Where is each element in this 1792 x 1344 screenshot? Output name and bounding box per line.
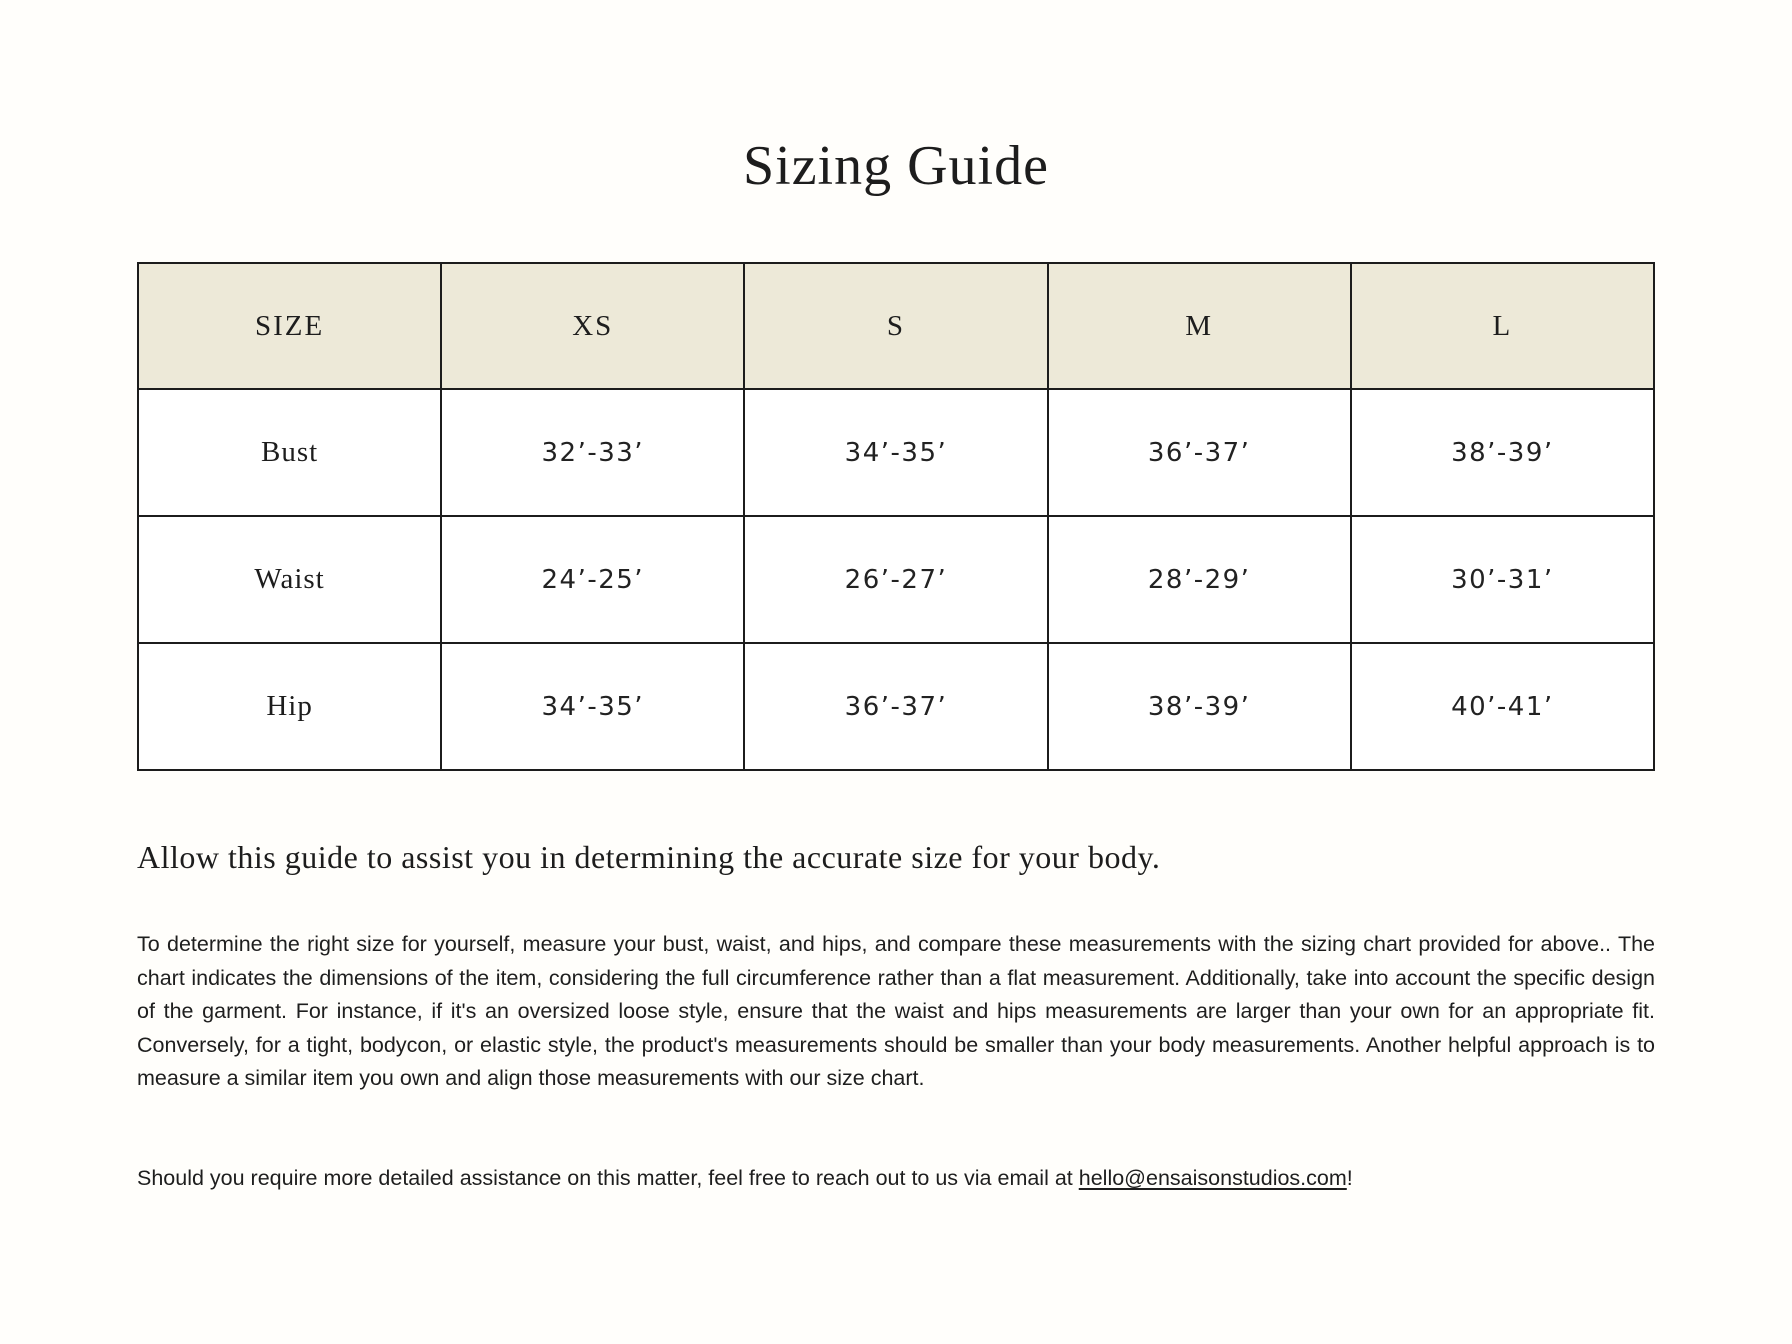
cell-waist-m: 28’-29’ [1048, 516, 1351, 643]
contact-text-prefix: Should you require more detailed assistance on this matter, feel free to reach out to us via email at [137, 1166, 1079, 1190]
table-header-row [138, 263, 1654, 389]
cell-waist-s: 26’-27’ [744, 516, 1047, 643]
row-label-hip: Hip [138, 643, 441, 770]
table-row-waist [138, 516, 1654, 643]
cell-bust-m: 36’-37’ [1048, 389, 1351, 516]
page-title: Sizing Guide [743, 135, 1049, 197]
column-header-size: SIZE [138, 263, 441, 389]
column-header-l: L [1351, 263, 1654, 389]
sizing-table [137, 262, 1655, 771]
cell-hip-l: 40’-41’ [1351, 643, 1654, 770]
row-label-waist: Waist [138, 516, 441, 643]
cell-waist-xs: 24’-25’ [441, 516, 744, 643]
column-header-s: S [744, 263, 1047, 389]
contact-paragraph [137, 1162, 1655, 1196]
table-row-bust [138, 389, 1654, 516]
cell-bust-l: 38’-39’ [1351, 389, 1654, 516]
contact-text-suffix: ! [1346, 1166, 1353, 1190]
cell-hip-s: 36’-37’ [744, 643, 1047, 770]
column-header-xs: XS [441, 263, 744, 389]
row-label-bust: Bust [138, 389, 441, 516]
cell-hip-xs: 34’-35’ [441, 643, 744, 770]
table-row-hip [138, 643, 1654, 770]
cell-hip-m: 38’-39’ [1048, 643, 1351, 770]
email-link[interactable]: hello@ensaisonstudios.com [1078, 1166, 1347, 1190]
column-header-m: M [1048, 263, 1351, 389]
cell-waist-l: 30’-31’ [1351, 516, 1654, 643]
sizing-instructions-paragraph: To determine the right size for yourself, measure your bust, waist, and hips, and compare these measurements with the sizing chart provided for above.. The chart indicates the dimensions of the item, considering the full circumference rather than a flat measurement. Additionally, take into account the specific design of the garment. For instance, if it's an oversized loose style, ensure that the waist and hips measurements are larger than your own for an appropriate fit. Conversely, for a tight, bodycon, or elastic style, the product's measurements should be smaller than your body measurements. Another helpful approach is to measure a similar item you own and align those measurements with our size chart. [137, 932, 1655, 1090]
guide-subheading: Allow this guide to assist you in determining the accurate size for your body. [137, 839, 1161, 875]
cell-bust-xs: 32’-33’ [441, 389, 744, 516]
cell-bust-s: 34’-35’ [744, 389, 1047, 516]
